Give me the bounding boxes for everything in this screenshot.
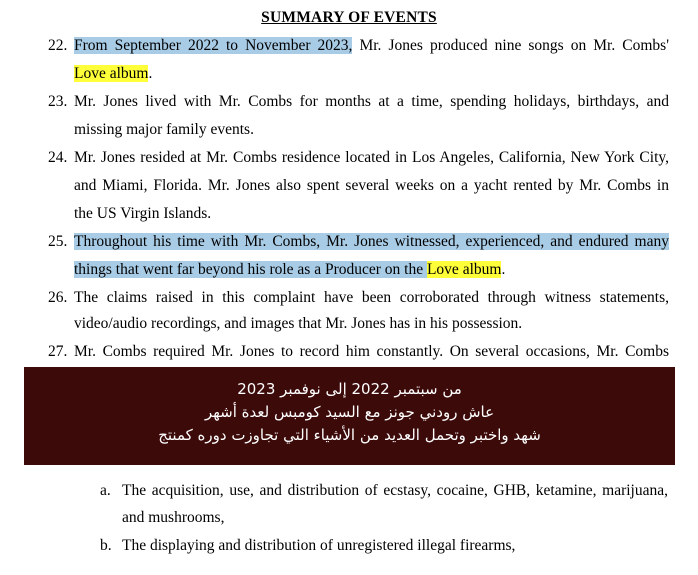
page-title: SUMMARY OF EVENTS (261, 9, 437, 26)
text-span: Mr. Jones produced nine songs on Mr. Combs' (352, 37, 669, 54)
list-item-a-line-1: The acquisition, use, and distribution of ecstasy, cocaine, GHB, ketamine, marijuana, (122, 482, 668, 499)
caption-line-2: عاش رودني جونز مع السيد كومبس لعدة أشهر (204, 403, 495, 421)
paragraph-24-line-3: the US Virgin Islands. (74, 205, 212, 222)
paragraph-22-line-2 (74, 64, 152, 84)
highlight-yellow: Love album (426, 261, 502, 278)
paragraph-22-line-1 (74, 36, 669, 56)
caption-line-1: من سبتمبر 2022 إلى نوفمبر 2023 (237, 380, 462, 398)
highlight-yellow: Love album (74, 65, 149, 82)
paragraph-23-line-1: Mr. Jones lived with Mr. Combs for months at a time, spending holidays, birthdays, and (74, 93, 669, 110)
paragraph-number: 27. (48, 343, 68, 360)
caption-overlay (24, 367, 675, 465)
paragraph-26-line-2: video/audio recordings, and images that Mr. Jones has in his possession. (74, 315, 523, 332)
highlight-blue: From September 2022 to November 2023, (74, 37, 353, 54)
paragraph-number: 26. (48, 289, 68, 306)
paragraph-number: 25. (48, 233, 68, 250)
paragraph-26-line-1: The claims raised in this complaint have been corroborated through witness statements, (74, 289, 669, 306)
paragraph-23-line-2: missing major family events. (74, 121, 254, 138)
list-item-a-line-2: and mushrooms, (122, 509, 225, 526)
list-item-label: a. (100, 482, 111, 499)
paragraph-number: 24. (48, 149, 68, 166)
paragraph-24-line-1: Mr. Jones resided at Mr. Combs residence located in Los Angeles, California, New York City, (74, 149, 669, 166)
paragraph-25-line-2 (74, 260, 505, 280)
paragraph-27-line-1: Mr. Combs required Mr. Jones to record him constantly. On several occasions, Mr. Combs (74, 343, 669, 360)
paragraph-number: 23. (48, 93, 68, 110)
paragraph-number: 22. (48, 37, 68, 54)
caption-line-3: شهد واختبر وتحمل العديد من الأشياء التي تجاوزت دوره كمنتج (158, 426, 541, 444)
text-span: . (501, 261, 506, 278)
highlight-blue: things that went far beyond his role as a Producer on the (74, 261, 424, 278)
text-span: . (148, 65, 153, 82)
highlight-blue: Throughout his time with Mr. Combs, Mr. Jones witnessed, experienced, and endured many (74, 233, 669, 250)
list-item-label: b. (100, 537, 112, 554)
paragraph-25-line-1 (74, 232, 669, 252)
list-item-b-line-1: The displaying and distribution of unregistered illegal firearms, (122, 537, 516, 554)
paragraph-24-line-2: and Miami, Florida. Mr. Jones also spent several weeks on a yacht rented by Mr. Combs in (74, 177, 669, 194)
